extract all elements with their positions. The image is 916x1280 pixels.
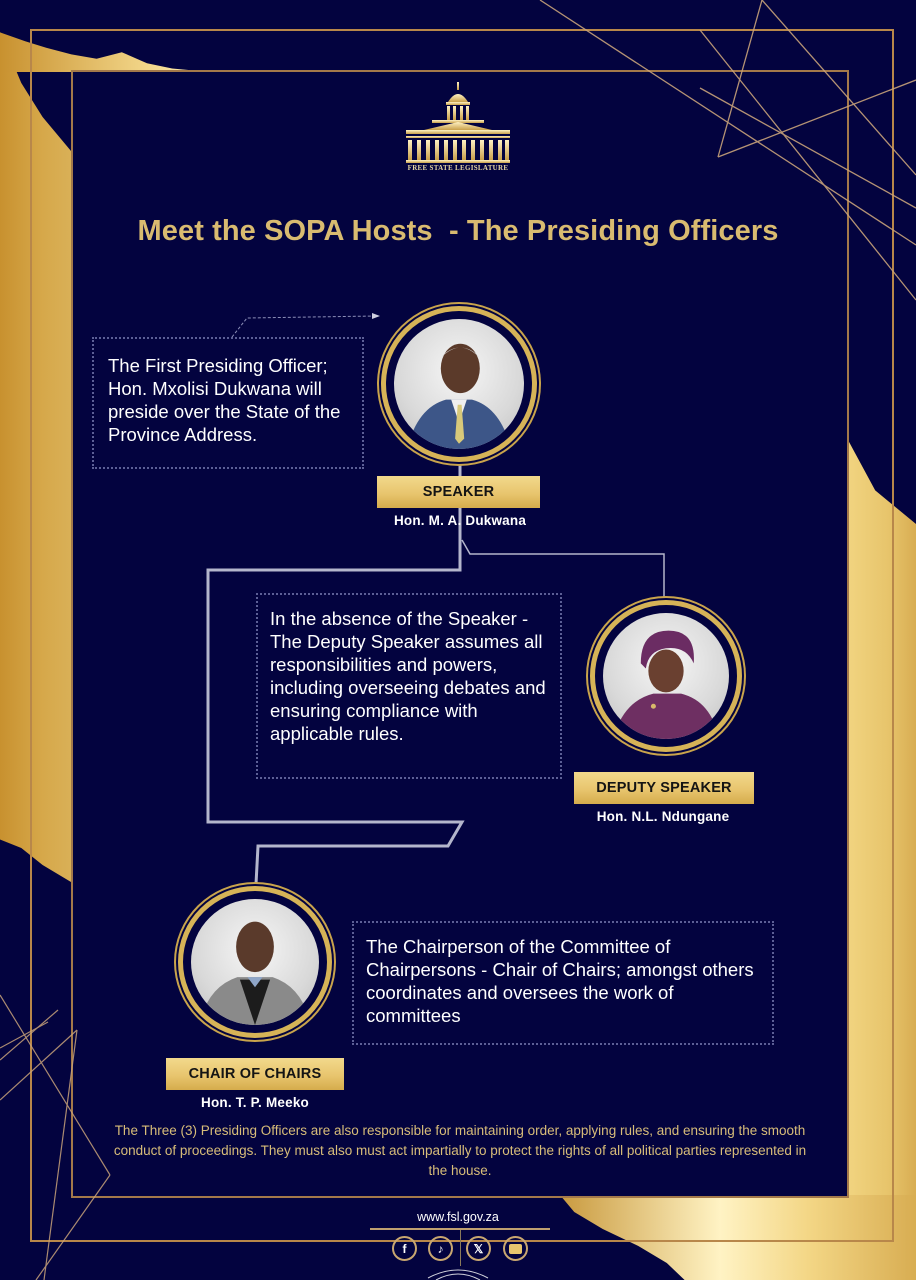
facebook-icon[interactable]: f (392, 1236, 417, 1261)
tiktok-icon[interactable]: ♪ (428, 1236, 453, 1261)
youtube-icon[interactable] (503, 1236, 528, 1261)
logo-caption: FREE STATE LEGISLATURE (407, 164, 509, 172)
deputy-speaker-description: In the absence of the Speaker - The Deputy Speaker assumes all responsibilities and powers, including overseeing debates and ensuring compliance with applicable rules. (256, 593, 562, 779)
youtube-play-icon (509, 1244, 522, 1254)
speaker-portrait (381, 306, 537, 462)
page-title: Meet the SOPA Hosts - The Presiding Officers (137, 215, 779, 247)
chair-of-chairs-description: The Chairperson of the Committee of Chairpersons - Chair of Chairs; amongst others coordinates and oversees the work of committees (352, 921, 774, 1045)
speaker-name: Hon. M. A. Dukwana (393, 513, 527, 528)
deputy-speaker-portrait (590, 600, 742, 752)
social-divider (460, 1230, 461, 1266)
speaker-description: The First Presiding Officer; Hon. Mxolisi Dukwana will preside over the State of the Province Address. (92, 337, 364, 469)
legislature-logo-icon (402, 80, 514, 176)
person-silhouette-icon (603, 613, 729, 739)
deputy-speaker-name: Hon. N.L. Ndungane (596, 809, 730, 824)
speaker-role-badge: SPEAKER (377, 476, 540, 508)
person-silhouette-icon (394, 319, 524, 449)
x-twitter-icon[interactable]: 𝕏 (466, 1236, 491, 1261)
chair-of-chairs-name: Hon. T. P. Meeko (201, 1095, 309, 1110)
chair-of-chairs-role-badge: CHAIR OF CHAIRS (166, 1058, 344, 1090)
footer-note: The Three (3) Presiding Officers are also responsible for maintaining order, applying rules, and ensuring the smooth conduct of proceedings. They must also must act impartially to protect the rights of all political parties represented in the house. (113, 1123, 807, 1178)
website-link[interactable]: www.fsl.gov.za (417, 1210, 499, 1224)
deputy-speaker-role-badge: DEPUTY SPEAKER (574, 772, 754, 804)
chair-of-chairs-portrait (178, 886, 332, 1038)
person-silhouette-icon (191, 899, 319, 1025)
